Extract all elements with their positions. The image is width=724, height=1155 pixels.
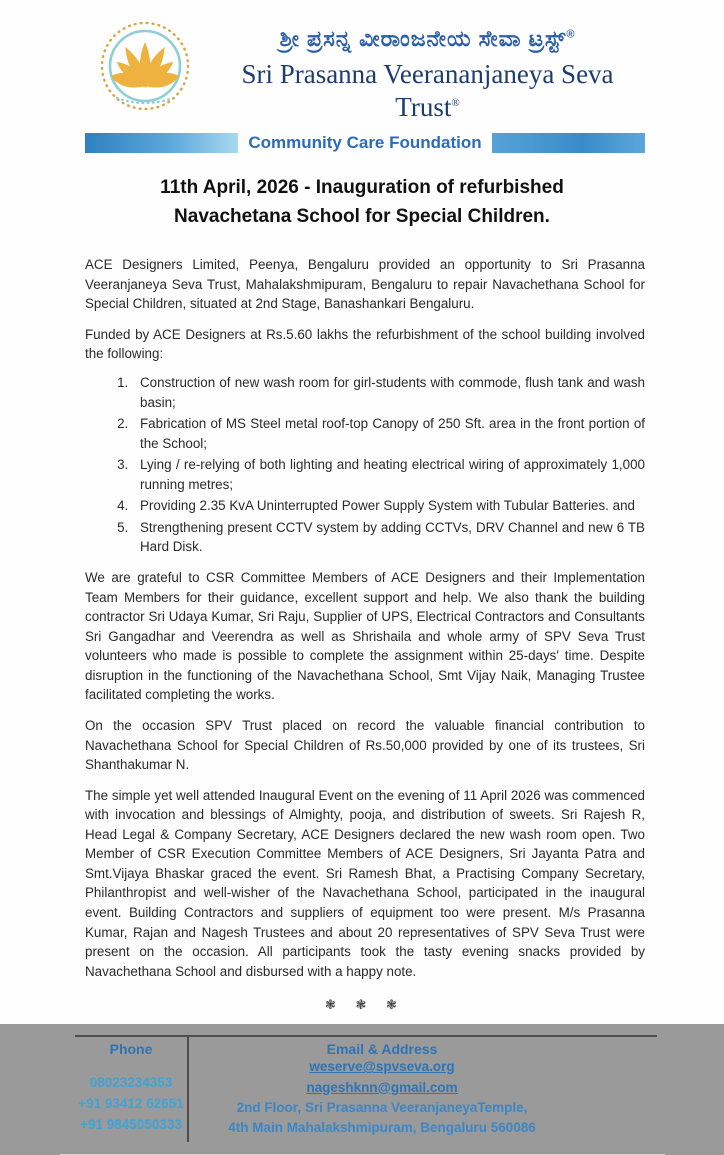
registered-mark: ® xyxy=(451,96,460,109)
banner-bar-left xyxy=(85,133,238,153)
phone-number: +91 9845050333 xyxy=(80,1117,182,1133)
email-link-weserve[interactable]: weserve@spvseva.org xyxy=(309,1059,455,1075)
refurbishment-list xyxy=(85,373,645,557)
phone-number: 08023234353 xyxy=(89,1075,173,1091)
paragraph-contribution: On the occasion SPV Trust placed on record the valuable financial contribution to Navachethana School for Special Children of Rs.50,000 provided by one of its trustees, Sri Shanthakumar N. xyxy=(85,717,645,773)
trust-name-english: Sri Prasanna Veerananjaneya Seva Trust® xyxy=(241,59,614,122)
address-line: 4th Main Mahalakshmipuram, Bengaluru 560086 xyxy=(228,1120,536,1136)
document-body xyxy=(0,255,724,1015)
list-item: 5. Strengthening present CCTV system by adding CCTVs, DRV Channel and new 6 TB Hard Disk. xyxy=(132,518,645,557)
phone-numbers xyxy=(75,1073,187,1136)
list-item: 4. Providing 2.35 KvA Uninterrupted Power Supply System with Tubular Batteries. and xyxy=(132,496,645,516)
trust-logo xyxy=(85,20,210,116)
banner-bar-right xyxy=(492,133,645,153)
letterhead xyxy=(0,0,724,154)
list-item: 2. Fabrication of MS Steel metal roof-top Canopy of 250 Sft. area in the front portion of the School; xyxy=(132,414,645,453)
paragraph-event: The simple yet well attended Inaugural Event on the evening of 11 April 2026 was commenced with invocation and blessings of Almighty, pooja, and distribution of sweets. Sri Rajesh R, Head Legal & Company Secretary, ACE Designers declared the new wash room open. Two Member of CSR Execution Committee Members of ACE Designers, Sri Jayanta Patra and Smt.Vijaya Bhaskar graced the event. Sri Ramesh Bhat, a Practising Company Secretary, Philanthropist and well-wisher of the Navachethana School, participated in the inaugural event. Building Contractors and suppliers of equipment too were present. M/s Prasanna Kumar, Rajan and Nagesh Trustees and about 20 representatives of SPV Seva Trust were present on the occasion. All participants took the tasty evening snacks provided by Navachethana School and disbursed with a happy note. xyxy=(85,787,645,979)
paragraph-funding: Funded by ACE Designers at Rs.5.60 lakhs the refurbishment of the school building involved the following: xyxy=(85,326,645,362)
registered-mark: ® xyxy=(566,28,576,41)
email-link-nageshknn[interactable]: nageshknn@gmail.com xyxy=(306,1079,458,1095)
page-title: 11th April, 2026 - Inauguration of refurbished Navachetana School for Special Children. xyxy=(160,177,564,227)
banner-label: Community Care Foundation xyxy=(248,133,482,153)
phone-header: Phone xyxy=(109,1041,153,1058)
email-address-column xyxy=(189,1037,657,1142)
community-care-banner xyxy=(85,132,645,154)
contact-footer xyxy=(75,1035,657,1152)
end-separator: ❃ ❃ ❃ xyxy=(325,997,405,1013)
phone-number: +91 93412 62651 xyxy=(78,1096,184,1112)
list-item: 3. Lying / re-relying of both lighting and heating electrical wiring of approximately 1,000 running metres; xyxy=(132,455,645,494)
trust-name-kannada: ಶ್ರೀ ಪ್ರಸನ್ನ ವೀರಾಂಜನೇಯ ಸೇವಾ ಟ್ರಸ್ಟ್® xyxy=(279,26,576,51)
phone-column xyxy=(75,1037,189,1142)
lotus-icon xyxy=(93,20,197,116)
paragraph-gratitude: We are grateful to CSR Committee Members of ACE Designers and their Implementation Team Members for their guidance, excellent support and help. We also thank the building contractor Sri Udaya Kumar, Sri Raju, Supplier of UPS, Electrical Contractors and Consultants Sri Gangadhar and Veerendra as well as Shrishaila and whole army of SPV Seva Trust volunteers who made is possible to complete the assignment within 25-days' time. Despite disruption in the functioning of the Navachethana School, Smt Vijay Naik, Managing Trustee facilitated completing the works. xyxy=(85,570,645,703)
email-address-header: Email & Address xyxy=(326,1041,438,1058)
list-item: 1. Construction of new wash room for girl-students with commode, flush tank and wash basin; xyxy=(132,373,645,412)
paragraph-intro: ACE Designers Limited, Peenya, Bengaluru provided an opportunity to Sri Prasanna Veeranjaneya Seva Trust, Mahalakshmipuram, Bengaluru to repair Navachethana School for Special Children, situated at 2nd Stage, Banashankari Bengaluru. xyxy=(85,257,645,312)
address-line: 2nd Floor, Sri Prasanna VeeranjaneyaTemple, xyxy=(236,1099,528,1115)
